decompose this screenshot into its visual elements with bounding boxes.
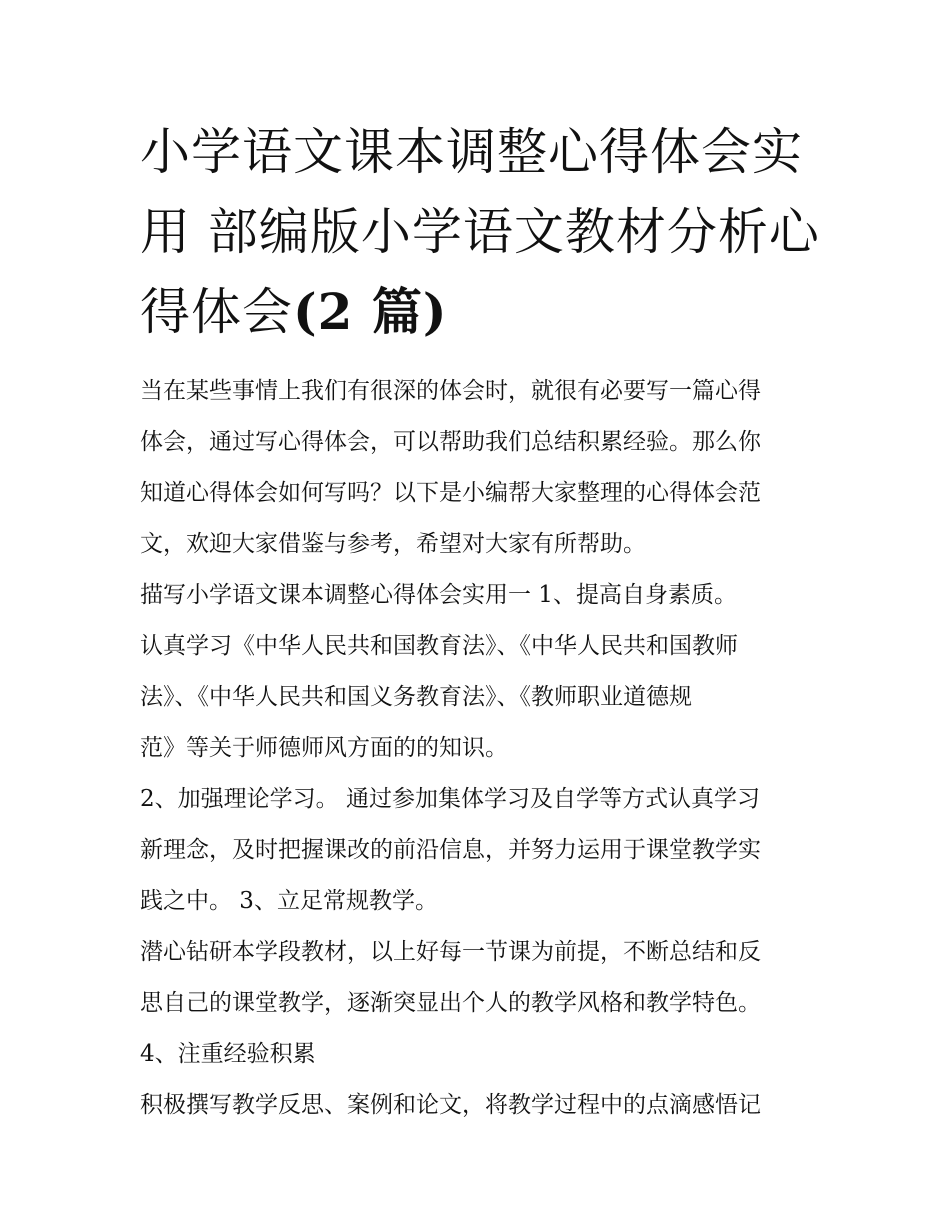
- body-line: 范》等关于师德师风方面的的知识。: [140, 735, 508, 761]
- body-line: 描写小学语文课本调整心得体会实用一 1、提高自身素质。: [140, 582, 737, 608]
- body-line: 4、注重经验积累: [140, 1041, 316, 1067]
- document-title: [140, 112, 820, 352]
- body-line: 潜心钻研本学段教材，以上好每一节课为前提，不断总结和反: [140, 939, 761, 965]
- document-body: [140, 366, 815, 1131]
- body-line: 法》、《中华人民共和国义务教育法》、《教师职业道德规: [140, 684, 692, 710]
- body-line: 2、加强理论学习。 通过参加集体学习及自学等方式认真学习: [140, 786, 760, 812]
- body-line: 思自己的课堂教学，逐渐突显出个人的教学风格和教学特色。: [140, 990, 761, 1016]
- title-line-2: 用 部编版小学语文教材分析心: [140, 203, 820, 261]
- title-line-1: 小学语文课本调整心得体会实: [140, 123, 803, 181]
- body-line: 新理念，及时把握课改的前沿信息，并努力运用于课堂教学实: [140, 837, 761, 863]
- body-line: 体会，通过写心得体会，可以帮助我们总结积累经验。那么你: [140, 429, 761, 455]
- body-line: 认真学习《中华人民共和国教育法》、《中华人民共和国教师: [140, 633, 738, 659]
- title-line-3: [140, 272, 815, 352]
- body-line: 文，欢迎大家借鉴与参考，希望对大家有所帮助。: [140, 531, 646, 557]
- body-line: 当在某些事情上我们有很深的体会时，就很有必要写一篇心得: [140, 378, 761, 404]
- body-line: 践之中。 3、立足常规教学。: [140, 888, 438, 914]
- title-line-3-suffix: (2 篇): [293, 282, 448, 341]
- title-line-3-prefix: 得体会: [140, 283, 293, 341]
- body-line: 积极撰写教学反思、案例和论文，将教学过程中的点滴感悟记: [140, 1092, 761, 1118]
- body-line: 知道心得体会如何写吗？以下是小编帮大家整理的心得体会范: [140, 480, 761, 506]
- document-page: [140, 112, 820, 1131]
